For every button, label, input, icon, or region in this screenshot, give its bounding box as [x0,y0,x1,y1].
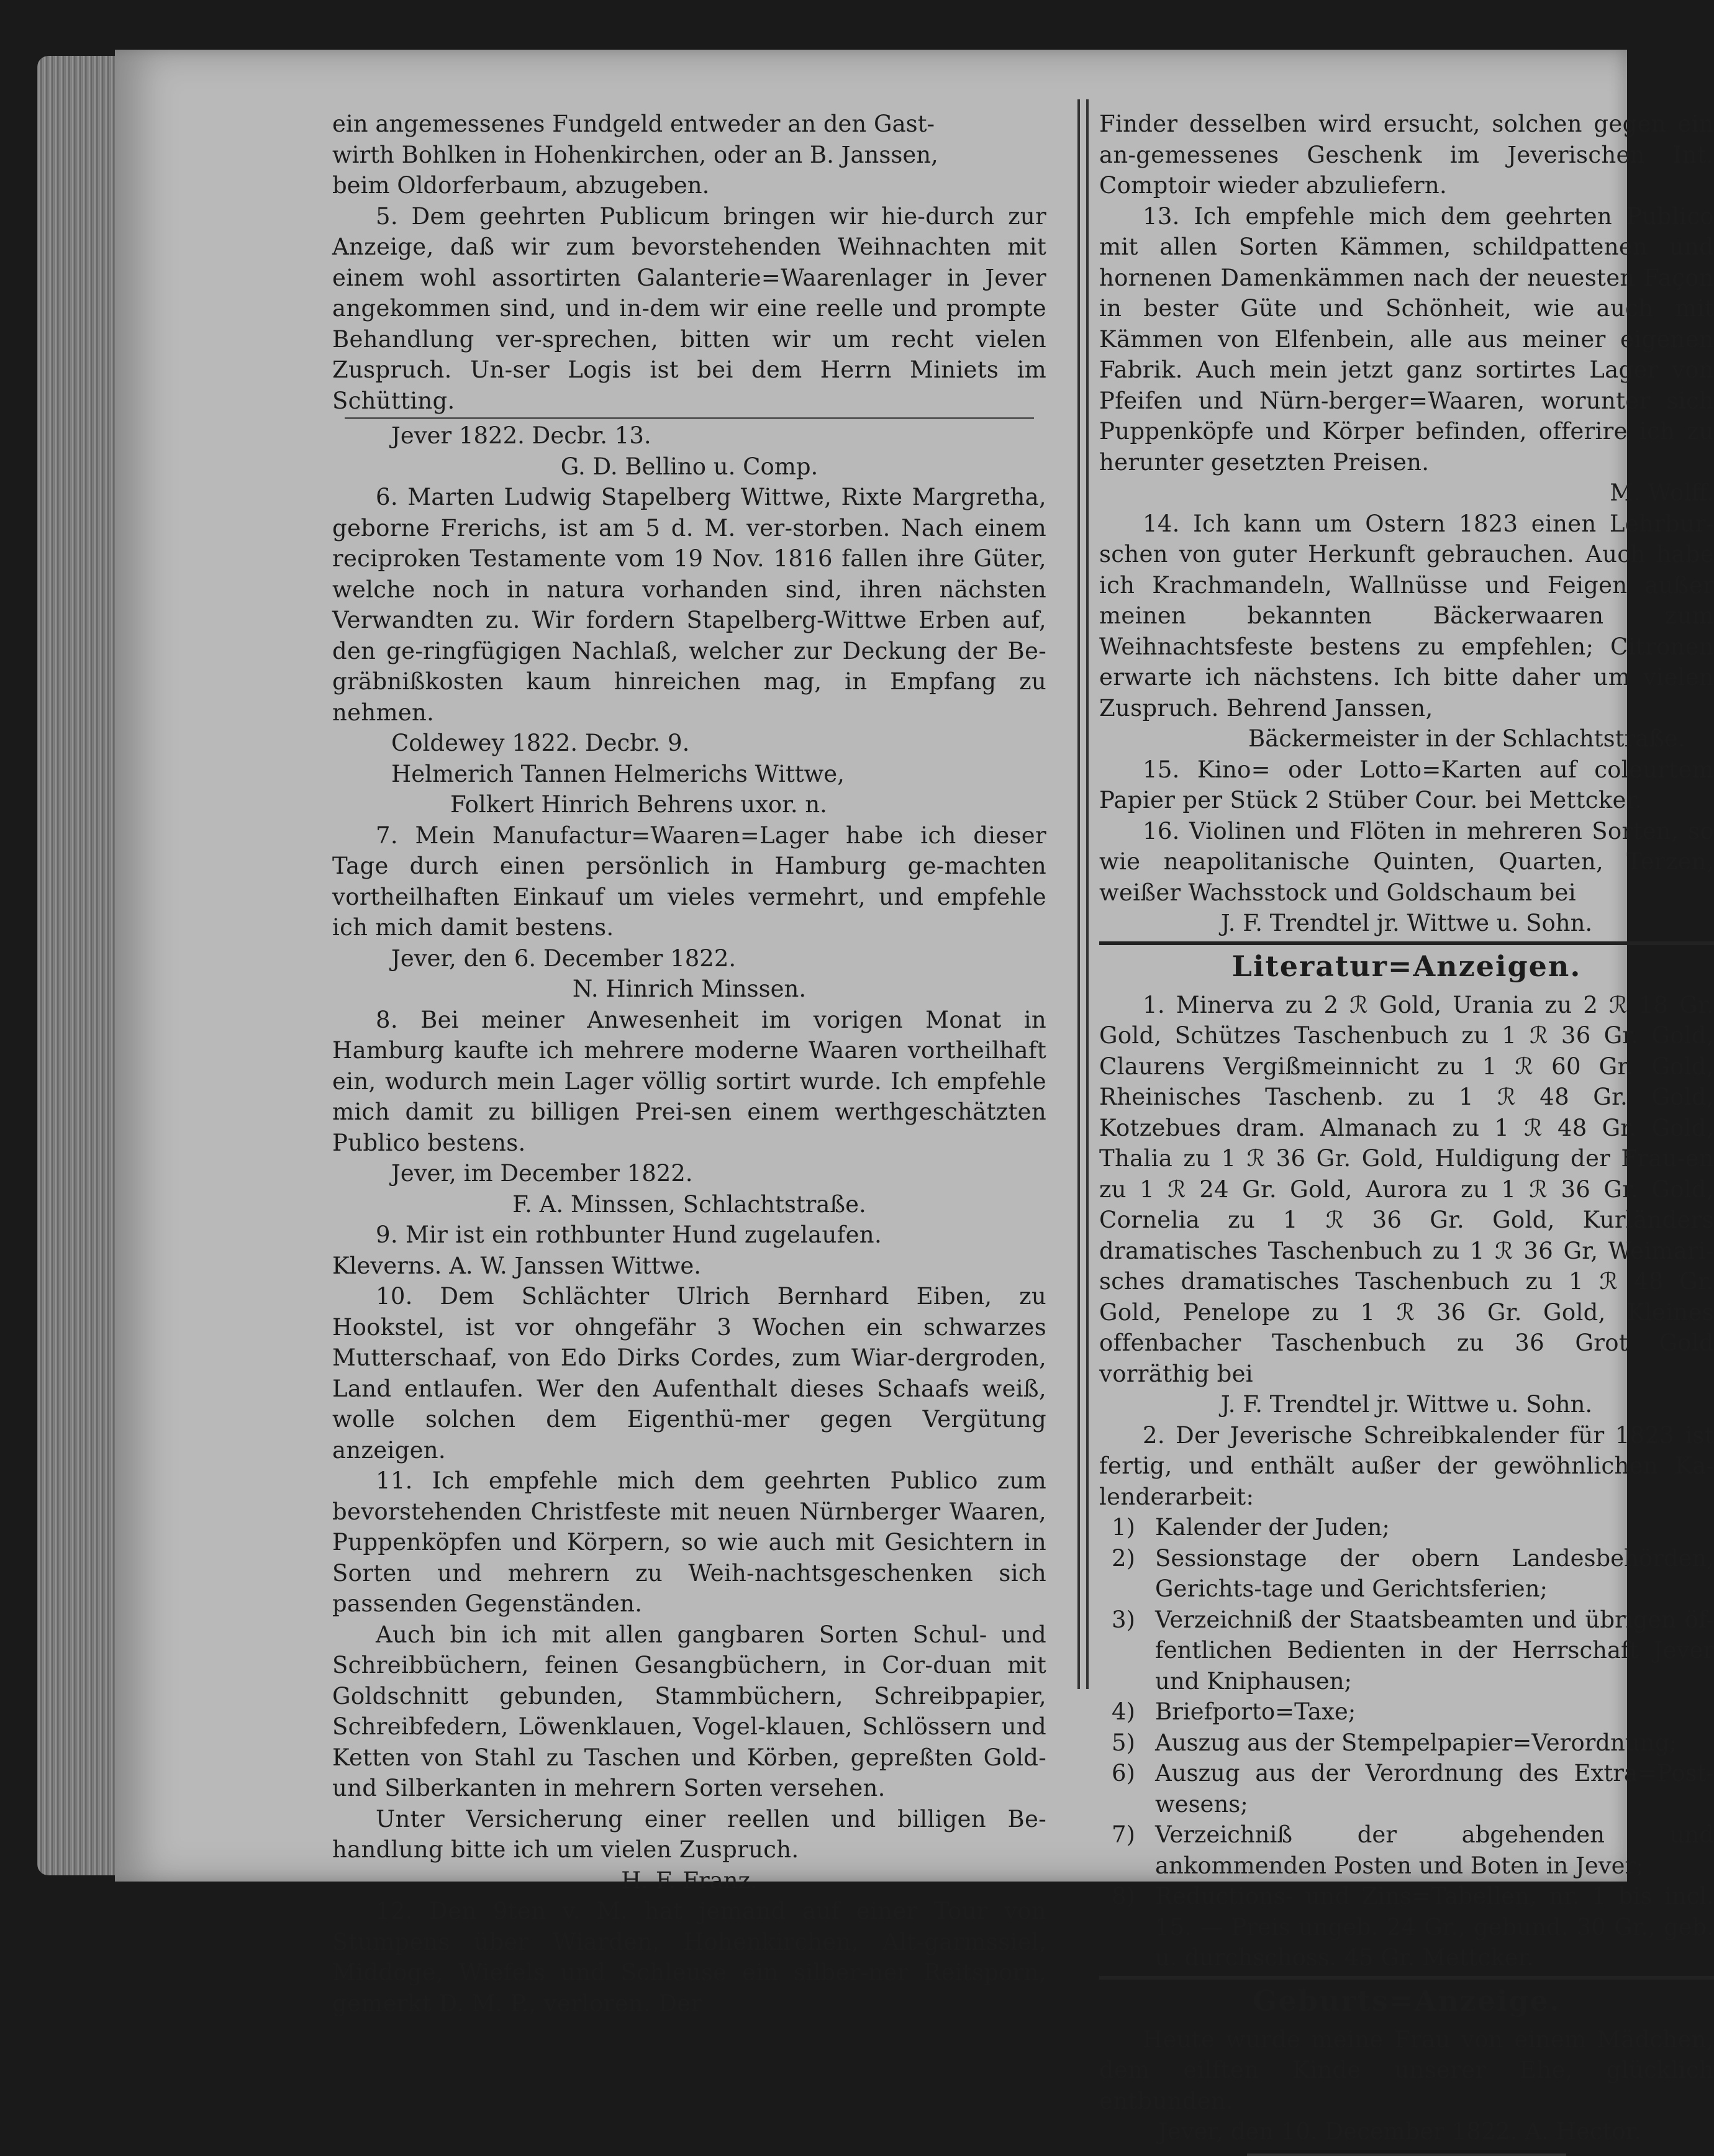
notice-4-line-1: ein angemessenes Fundgeld entweder an den Gast- [332,111,935,137]
notice-14-text: 14. Ich kann um Ostern 1823 einen Lehrbur-schen von guter Herkunft gebrauchen. Auch habe ich Krachmandeln, Wallnüsse und Feigen außer meinen bekannten Bäckerwaaren zum Weihnachtsfeste bestens zu empfehlen; Citronen erwarte ich nächstens. Ich bitte daher um vielen Zuspruch. Behrend Janssen, [1099,510,1714,722]
end-rule [1247,2154,1567,2156]
birth-notice-text: Heute wurde meine Frau von einem Mädchen, dem eilften Kinde unserer Ehe, glücklich entbunden. [1099,2026,1714,2114]
list-item: 2) Sessionstage der obern Landesbehörden, Gerichts-tage und Gerichtsferien; [1112,1544,1714,1602]
notice-14-signature: Bäckermeister in der Schlachtstraße. [1248,725,1685,752]
notice-5-signature: G. D. Bellino u. Comp. [560,453,818,480]
right-column [1099,109,1714,2156]
notice-7-text: 7. Mein Manufactur=Waaren=Lager habe ich dieser Tage durch einen persönlich in Hamburg ge-machten vortheilhaften Einkauf um vieles vermehrt, und empfehle ich mich damit bestens. [332,822,1046,941]
notice-7-signature: N. Hinrich Minssen. [572,976,807,1002]
notice-13-signature: M. Wolff. [1610,479,1714,506]
column-divider [1077,99,1089,1689]
notice-8-date: Jever, im December 1822. [391,1160,693,1187]
notice-11-signature: H. F. Franz. [621,1867,758,1894]
section-rule [1099,1976,1714,1980]
notice-11-text-3: Unter Versicherung einer reellen und billigen Be-handlung bitte ich um vielen Zuspruch. [332,1805,1046,1863]
notice-16-text: 16. Violinen und Flöten in mehreren Sorten, so wie neapolitanische Quinten, Quarten, Terzen, weißer Wachsstock und Goldschaum bei [1099,817,1714,906]
notice-4-line-2: wirth Bohlken in Hohenkirchen, oder an B. Janssen, [332,141,938,168]
list-item: 8) Reductions- und Zins=Tabellen, nr. 1 bis incl. 15. — Preis ungeb. 24 Gr., gebund. 30 Gr., geb. u. durchschoss. 45 Gr. Mettcker. [1112,1883,1714,1971]
list-item: 6) Auszug aus der Verordnung des Extra=Post-wesens; [1112,1760,1714,1818]
notice-8-signature: F. A. Minssen, Schlachtstraße. [512,1190,866,1218]
notice-6-date: Coldewey 1822. Decbr. 9. [391,730,690,756]
notice-10-text: 10. Dem Schlächter Ulrich Bernhard Eiben, zu Hookstel, ist vor ohngefähr 3 Wochen ein schwarzes Mutterschaaf, von Edo Dirks Cordes, zum Wiar-dergroden, Land entlaufen. Wer den Aufenthalt dieses Schaafs weiß, wolle solchen dem Eigenthü-mer gegen Vergütung anzeigen. [332,1283,1046,1464]
notice-6-signature-1: Helmerich Tannen Helmerichs Wittwe, [391,760,845,787]
notice-6-text: 6. Marten Ludwig Stapelberg Wittwe, Rixte Margretha, geborne Frerichs, ist am 5 d. M. ver-storben. Nach einem reciproken Testamente vom 19 Nov. 1816 fallen ihre Güter, welche noch in natura vorhanden sind, ihren nächsten Verwandten zu. Wir fordern Stapelberg-Wittwe Erben auf, den ge-ringfügigen Nachlaß, welcher zur Deckung der Be-gräbnißkosten kaum hinreichen mag, in Empfang zu nehmen. [332,484,1046,726]
newspaper-page [115,50,1714,2145]
literature-2-text: 2. Der Jeverische Schreibkalender für 1823 ist fertig, und enthält außer der gewöhnlichen Ka-lenderarbeit: [1099,1421,1714,1510]
notice-6-signature-2: Folkert Hinrich Behrens uxor. n. [450,791,827,818]
list-item: 1) Kalender der Juden; [1112,1514,1390,1541]
notice-13-text: 13. Ich empfehle mich dem geehrten Publico mit allen Sorten Kämmen, schildpattenen und hornenen Damenkämmen nach der neuesten Façon in bester Güte und Schönheit, wie auch mit Kämmen von Elfenbein, alle aus meiner eigenen Fabrik. Auch mein jetzt ganz sortirtes Lager von Pfeifen und Nürn-berger=Waaren, worunter sich Puppenköpfe und Körper befinden, offerire ich zu herunter gesetzten Preisen. [1099,202,1714,476]
literature-1-signature: J. F. Trendtel jr. Wittwe u. Sohn. [1220,1391,1593,1418]
notice-16-signature: J. F. Trendtel jr. Wittwe u. Sohn. [1220,910,1593,936]
list-item: 3) Verzeichniß der Staatsbeamten und übrigen öf-fentlichen Bedienten in der Herrschaft Jever und Kniphausen; [1112,1606,1714,1695]
notice-5-date: Jever 1822. Decbr. 13. [391,422,651,449]
notice-5-text: 5. Dem geehrten Publicum bringen wir hie-durch zur Anzeige, daß wir zum bevorstehenden Weihnachten mit einem wohl assortirten Galanterie=Waarenlager in Jever angekommen sind, und in-dem wir eine reelle und prompte Behandlung ver-sprechen, bitten wir um recht vielen Zuspruch. Un-ser Logis ist bei dem Herrn Miniets im Schütting. [332,202,1046,414]
notice-7-date: Jever, den 6. December 1822. [391,944,737,972]
notice-8-text: 8. Bei meiner Anwesenheit im vorigen Monat in Hamburg kaufte ich mehrere moderne Waaren vortheilhaft ein, wodurch mein Lager völlig sortirt wurde. Ich empfehle mich damit zu billigen Prei-sen einem werthgeschätzten Publico bestens. [332,1006,1046,1156]
notice-15-text: 15. Kino= oder Lotto=Karten auf coleurtem Papier per Stück 2 Stüber Cour. bei Mettcker. [1099,756,1714,813]
notice-9-signature: Kleverns. A. W. Janssen Wittwe. [332,1252,701,1279]
notice-11-text-2: Auch bin ich mit allen gangbaren Sorten Schul- und Schreibbüchern, feinen Gesangbüchern, in Cor-duan mit Goldschnitt gebunden, Stammbüchern, Schreibpapier, Schreibfedern, Löwenklauen, Vogel-klauen, Schlössern und Ketten von Stahl zu Taschen und Körben, gepreßten Gold- und Silberkanten in mehrern Sorten versehen. [332,1621,1046,1801]
list-item: 5) Auszug aus der Stempelpapier=Verordnung; [1112,1729,1677,1756]
section-rule [1099,941,1714,945]
notice-4-line-3: beim Oldorferbaum, abzugeben. [332,172,710,199]
notice-12-continuation: Finder desselben wird ersucht, solchen gegen ein an-gemessenes Geschenk im Jeverischen Int. Comptoir wieder abzuliefern. [1099,111,1714,199]
list-item: 7) Verzeichniß der abgehenden und ankommenden Posten und Boten in Jever; [1112,1821,1714,1879]
notice-11-text-1: 11. Ich empfehle mich dem geehrten Publico zum bevorstehenden Christfeste mit neuen Nürnberger Waaren, Puppenköpfen und Körpern, so wie auch mit Gesichtern in Sorten und mehrern zu Weih-nachtsgeschenken sich passenden Gegenständen. [332,1467,1046,1617]
list-item: 4) Briefporto=Taxe; [1112,1698,1356,1725]
birth-notice-heading: Geburts=Anzeige. [1253,1983,1561,2018]
left-column [332,109,1046,2019]
literature-heading: Literatur=Anzeigen. [1231,949,1582,983]
literature-1-text: 1. Minerva zu 2 ℛ Gold, Urania zu 2 ℛ 18 Gr. Gold, Schützes Taschenbuch zu 1 ℛ 36 Gr. Gold, Claurens Vergißmeinnicht zu 1 ℛ 60 Gr. Gold, Rheinisches Taschenb. zu 1 ℛ 48 Gr. Gold, Kotzebues dram. Almanach zu 1 ℛ 48 Gr. Gold, Thalia zu 1 ℛ 36 Gr. Gold, Huldigung der Frau-en zu 1 ℛ 24 Gr. Gold, Aurora zu 1 ℛ 36 Gr. Gold, Cornelia zu 1 ℛ 36 Gr. Gold, Kurländers dramatisches Taschenbuch zu 1 ℛ 36 Gr, Weimari-sches dramatisches Taschenbuch zu 1 ℛ 48 Gr. Gold, Penelope zu 1 ℛ 36 Gr. Gold, Kleines offenbacher Taschenbuch zu 36 Grot Gold vorräthig bei [1099,991,1714,1387]
separator-rule [345,417,1034,419]
notice-12-text: 12. Den 9ten v. M. hat jemand auf einer Tour von Stumpens über Wiarden, Hohenkirchen, Alt-garmssiel, Middoge, Wiefels und Schleuse ein silber-ner Reitsporn, gemerkt D. M. P., verloren. Der [332,1898,1046,2017]
notice-9-text: 9. Mir ist ein rothbunter Hund zugelaufen. [376,1221,882,1248]
birth-notice-signature: Jever, den 10. December 1822. A. Hector. [1158,2118,1642,2145]
calendar-contents-list [1099,1512,1714,1973]
